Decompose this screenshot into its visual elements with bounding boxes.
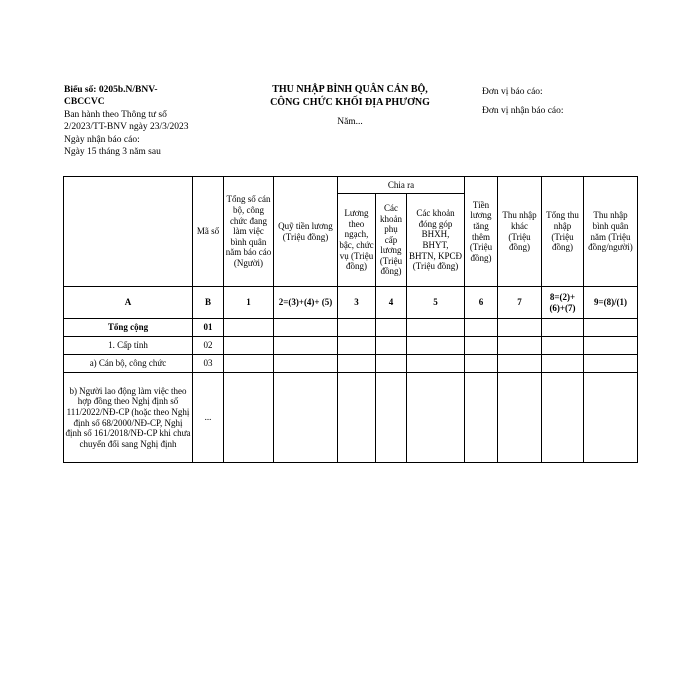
header-grade-salary: Lương theo ngạch, bậc, chức vụ (Triệu đồng) bbox=[338, 194, 376, 287]
index-cell: 7 bbox=[498, 287, 542, 319]
table-cell bbox=[224, 319, 274, 337]
row-code: 02 bbox=[193, 337, 224, 355]
index-cell: 8=(2)+ (6)+(7) bbox=[542, 287, 584, 319]
table-cell bbox=[465, 319, 498, 337]
table-cell bbox=[338, 355, 376, 373]
table-cell bbox=[407, 373, 465, 463]
table-cell bbox=[338, 373, 376, 463]
table-cell bbox=[274, 373, 338, 463]
index-cell: 1 bbox=[224, 287, 274, 319]
row-label: 1. Cấp tỉnh bbox=[64, 337, 193, 355]
table-cell bbox=[542, 373, 584, 463]
table-cell bbox=[407, 337, 465, 355]
table-row bbox=[64, 319, 638, 337]
table-cell bbox=[274, 337, 338, 355]
index-cell: 5 bbox=[407, 287, 465, 319]
table-cell bbox=[224, 337, 274, 355]
index-cell: 6 bbox=[465, 287, 498, 319]
table-cell bbox=[498, 337, 542, 355]
index-cell: 2=(3)+(4)+ (5) bbox=[274, 287, 338, 319]
table-cell bbox=[224, 355, 274, 373]
index-cell: 9=(8)/(1) bbox=[584, 287, 638, 319]
header-allowances: Các khoản phụ cấp lương (Triệu đồng) bbox=[376, 194, 407, 287]
table-cell bbox=[584, 319, 638, 337]
row-code: ... bbox=[193, 373, 224, 463]
table-row bbox=[64, 373, 638, 463]
table-row bbox=[64, 355, 638, 373]
index-cell: B bbox=[193, 287, 224, 319]
form-code-line1: Biểu số: 0205b.N/BNV- bbox=[64, 85, 158, 95]
table-cell bbox=[584, 337, 638, 355]
header-total-income: Tổng thu nhập (Triệu đồng) bbox=[542, 177, 584, 287]
report-units bbox=[482, 86, 564, 124]
table-cell bbox=[465, 355, 498, 373]
table-cell bbox=[224, 373, 274, 463]
table-cell bbox=[274, 355, 338, 373]
table-cell bbox=[376, 337, 407, 355]
index-cell: 3 bbox=[338, 287, 376, 319]
row-label: Tổng cộng bbox=[64, 319, 193, 337]
header-breakdown: Chia ra bbox=[338, 177, 465, 194]
income-table bbox=[63, 176, 638, 463]
header-blank bbox=[64, 177, 193, 287]
table-cell bbox=[338, 319, 376, 337]
report-year: Năm... bbox=[337, 117, 363, 128]
table-cell bbox=[465, 337, 498, 355]
row-code: 01 bbox=[193, 319, 224, 337]
header-code: Mã số bbox=[193, 177, 224, 287]
table-cell bbox=[584, 373, 638, 463]
title-line2: CÔNG CHỨC KHỐI ĐỊA PHƯƠNG bbox=[270, 96, 430, 108]
header-other-income: Thu nhập khác (Triệu đồng) bbox=[498, 177, 542, 287]
issued-by-line2: 2/2023/TT-BNV ngày 23/3/2023 bbox=[64, 122, 189, 133]
table-cell bbox=[542, 319, 584, 337]
header-total-staff: Tổng số cán bộ, công chức đang làm việc bình quân năm báo cáo (Người) bbox=[224, 177, 274, 287]
form-code-line2: CBCCVC bbox=[64, 97, 105, 108]
table-cell bbox=[338, 337, 376, 355]
table-cell bbox=[498, 319, 542, 337]
table-cell bbox=[542, 337, 584, 355]
header-avg-income: Thu nhập bình quân năm (Triệu đồng/người) bbox=[584, 177, 638, 287]
table-cell bbox=[498, 355, 542, 373]
title-line1: THU NHẬP BÌNH QUÂN CÁN BỘ, bbox=[272, 84, 428, 95]
header-salary-fund: Quỹ tiền lương (Triệu đồng) bbox=[274, 177, 338, 287]
index-cell: 4 bbox=[376, 287, 407, 319]
table-cell bbox=[407, 319, 465, 337]
table-cell bbox=[407, 355, 465, 373]
report-title bbox=[250, 84, 450, 129]
receiving-unit: Đơn vị nhận báo cáo: bbox=[482, 106, 564, 116]
table-cell bbox=[376, 355, 407, 373]
index-row bbox=[64, 287, 638, 319]
receive-date-value: Ngày 15 tháng 3 năm sau bbox=[64, 147, 161, 158]
receive-date-label: Ngày nhận báo cáo: bbox=[64, 134, 140, 145]
table-cell bbox=[542, 355, 584, 373]
table-cell bbox=[274, 319, 338, 337]
row-label: a) Cán bộ, công chức bbox=[64, 355, 193, 373]
header-contributions: Các khoản đóng góp BHXH, BHYT, BHTN, KPCĐ (Triệu đồng) bbox=[407, 194, 465, 287]
table-cell bbox=[584, 355, 638, 373]
table-cell bbox=[376, 319, 407, 337]
form-info bbox=[64, 84, 244, 158]
reporting-unit: Đơn vị báo cáo: bbox=[482, 87, 543, 97]
row-label: b) Người lao động làm việc theo hợp đồng theo Nghị định số 111/2022/NĐ-CP (hoặc theo Nghị định số 68/2000/NĐ-CP, Nghị định số 161/2018/NĐ-CP khi chưa chuyển đổi sang Nghị định bbox=[64, 373, 193, 463]
table-row bbox=[64, 337, 638, 355]
row-code: 03 bbox=[193, 355, 224, 373]
table-cell bbox=[498, 373, 542, 463]
header-salary-increase: Tiền lương tăng thêm (Triệu đồng) bbox=[465, 177, 498, 287]
index-cell: A bbox=[64, 287, 193, 319]
table-cell bbox=[376, 373, 407, 463]
header-row-1 bbox=[64, 177, 638, 194]
issued-by-line1: Ban hành theo Thông tư số bbox=[64, 109, 167, 120]
table-cell bbox=[465, 373, 498, 463]
